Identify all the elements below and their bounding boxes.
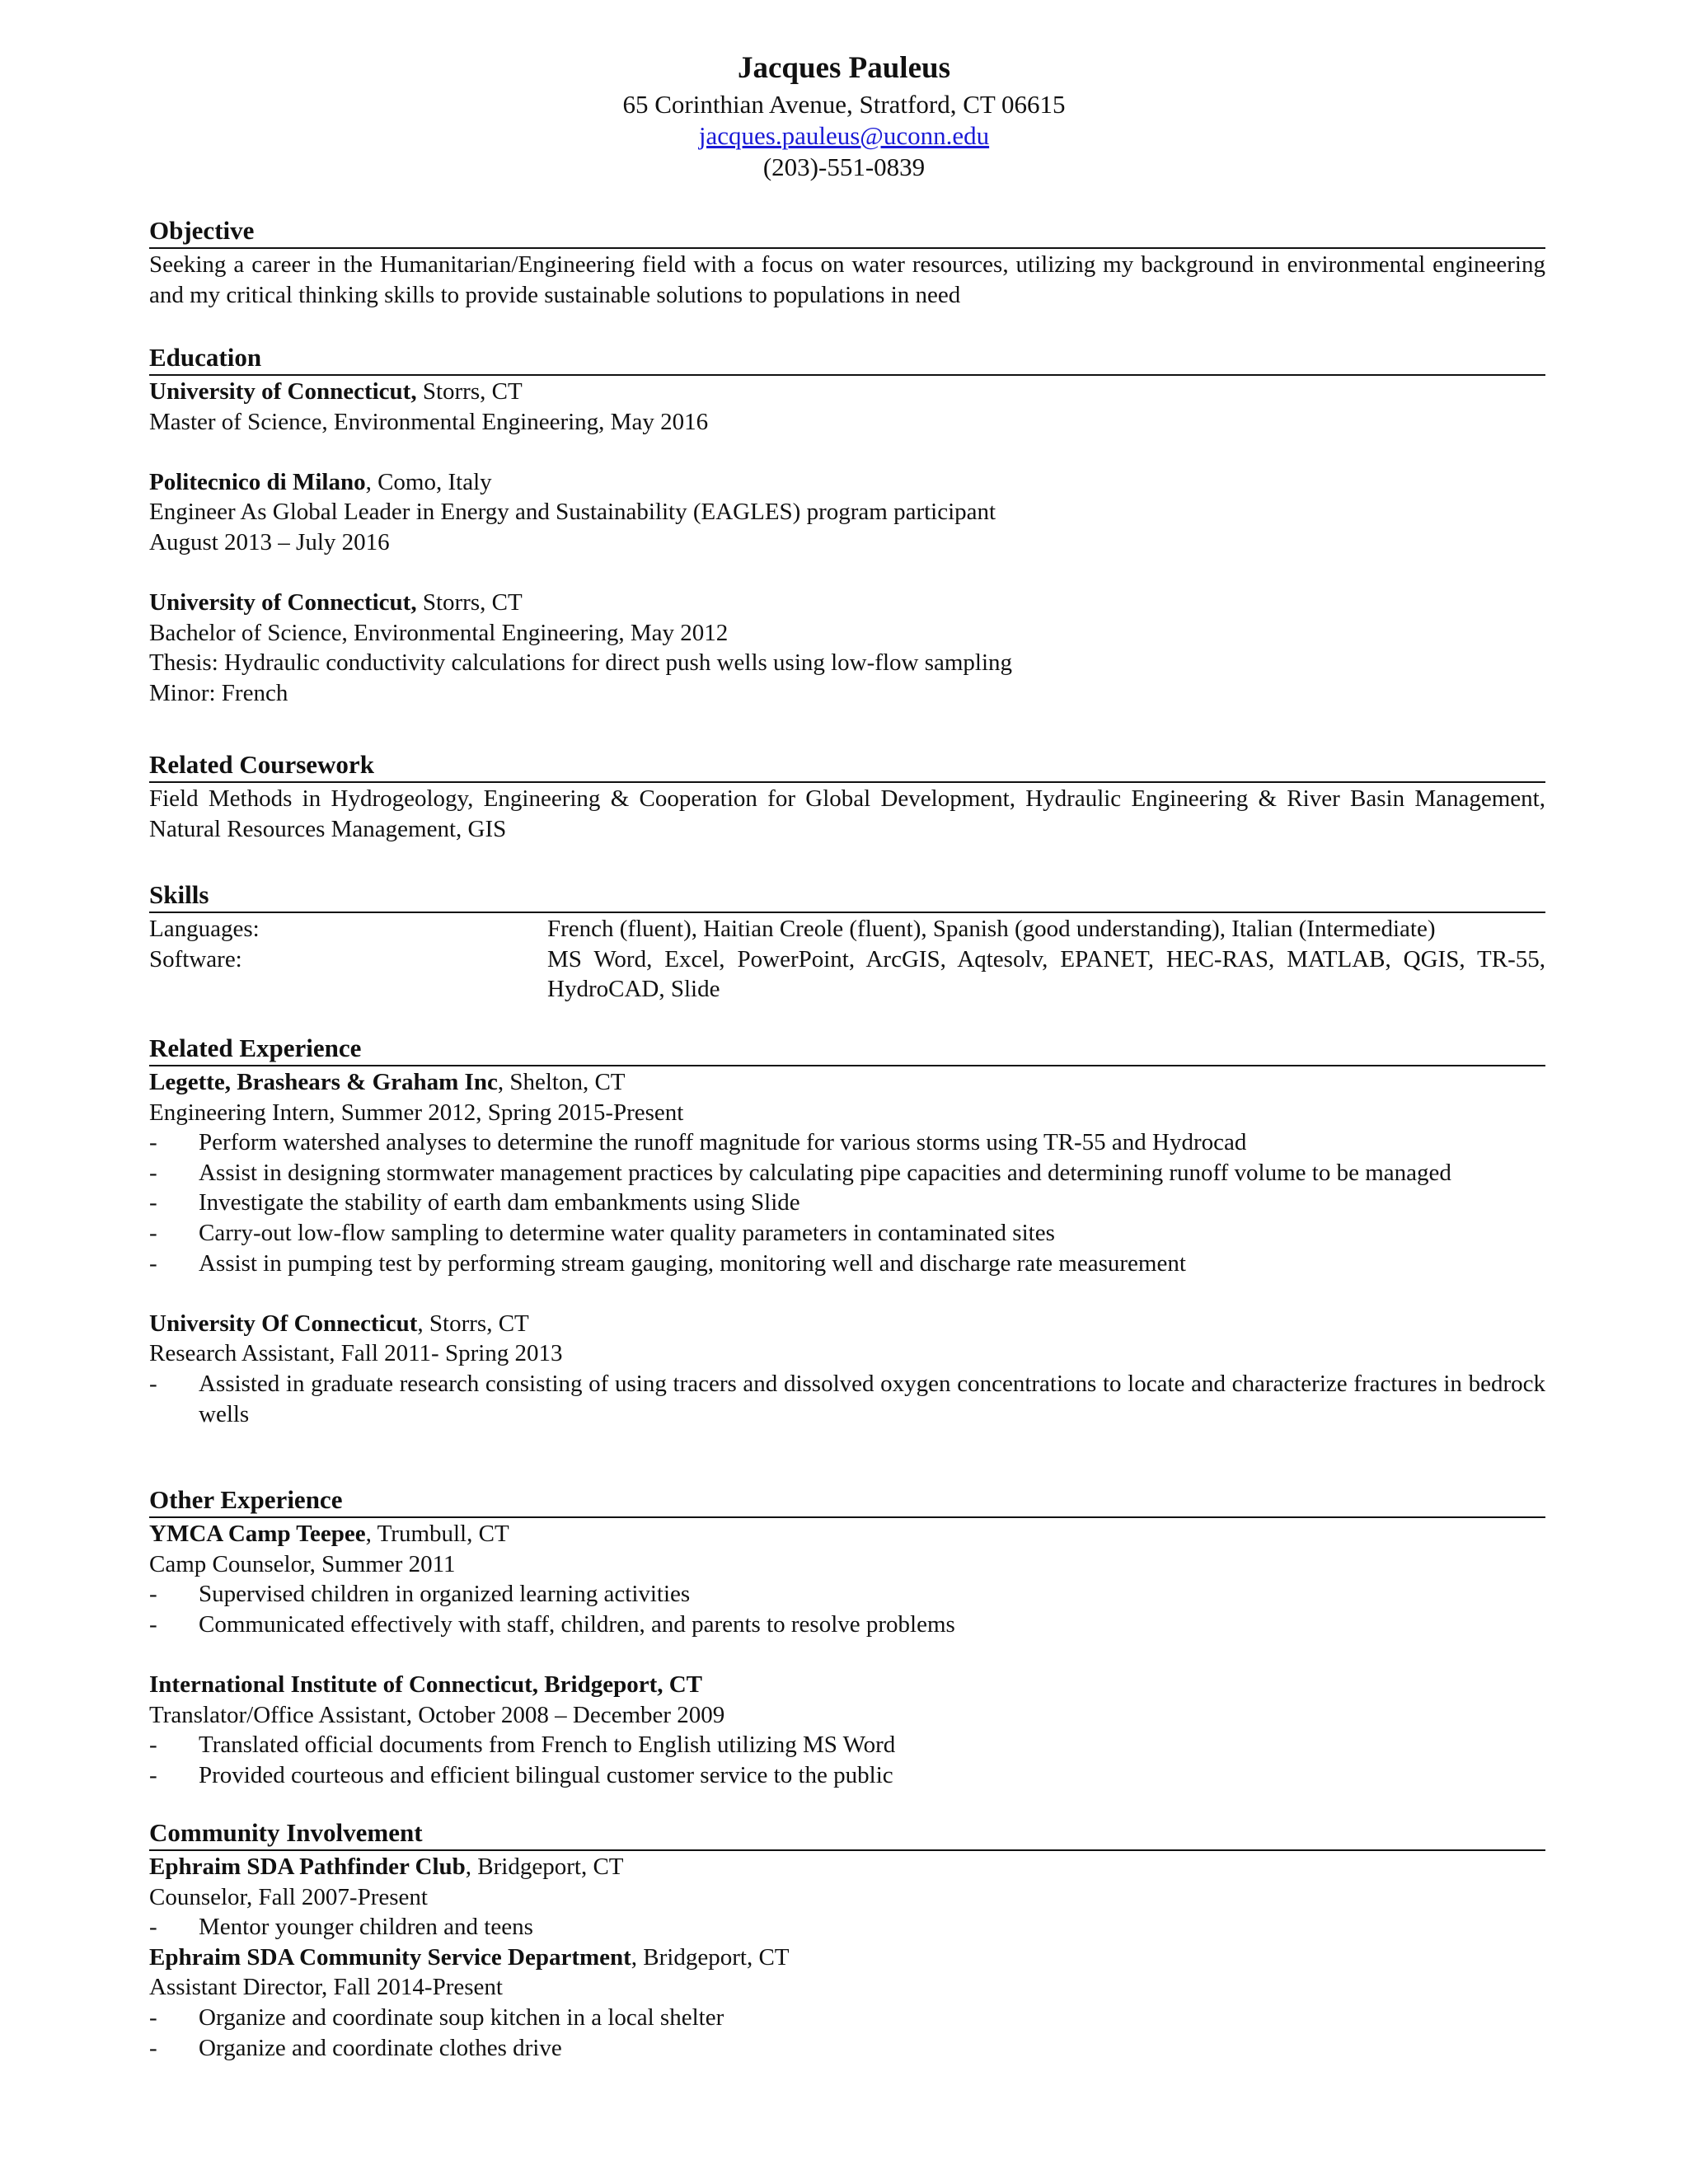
email-link[interactable]: jacques.pauleus@uconn.edu	[698, 121, 990, 150]
address: 65 Corinthian Avenue, Stratford, CT 06615	[622, 90, 1066, 119]
school-location: Storrs, CT	[416, 378, 523, 405]
bullet-dash: -	[149, 2004, 157, 2031]
school-name: Politecnico di Milano	[149, 468, 366, 495]
experience-entry	[149, 1309, 1545, 1429]
objective-section	[149, 215, 1545, 310]
community-section	[149, 1817, 1545, 2063]
role-line: Engineering Intern, Summer 2012, Spring 2015-Present	[149, 1099, 684, 1126]
bullet-item: - Perform watershed analyses to determine the runoff magnitude for various storms using TR-55 and Hydrocad	[149, 1127, 1545, 1158]
bullet-item: - Investigate the stability of earth dam embankments using Slide	[149, 1188, 1545, 1218]
section-title-other-experience: Other Experience	[149, 1484, 1545, 1518]
resume-header	[0, 48, 1688, 183]
role-line: Counselor, Fall 2007-Present	[149, 1883, 428, 1910]
community-entry	[149, 1943, 1545, 2063]
bullet-item: - Provided courteous and efficient bilingual customer service to the public	[149, 1760, 1545, 1791]
bullet-item: - Assist in designing stormwater management practices by calculating pipe capacities and determining runoff volume to be managed	[149, 1158, 1545, 1188]
school-name: University of Connecticut,	[149, 378, 417, 405]
bullet-dash: -	[149, 1219, 157, 1246]
school-location: , Como, Italy	[365, 468, 492, 495]
bullet-dash: -	[149, 1610, 157, 1638]
education-entry	[149, 377, 1545, 437]
skills-section	[149, 879, 1545, 1005]
skills-label: Languages:	[149, 916, 260, 942]
bullet-dash: -	[149, 1129, 157, 1156]
education-entry	[149, 467, 1545, 558]
org-name: University Of Connecticut	[149, 1310, 418, 1337]
phone: (203)-551-0839	[762, 152, 926, 181]
bullet-item: - Assisted in graduate research consisting of using tracers and dissolved oxygen concentrations to locate and characterize fractures in bedrock wells	[149, 1369, 1545, 1429]
org-location: , Bridgeport, CT	[631, 1943, 790, 1971]
bullet-dash: -	[149, 1732, 157, 1759]
bullet-dash: -	[149, 1159, 157, 1186]
skills-label: Software:	[149, 945, 242, 972]
experience-entry	[149, 1670, 1545, 1790]
degree-line: Master of Science, Environmental Engineering, May 2016	[149, 408, 709, 435]
org-location: , Trumbull, CT	[365, 1521, 509, 1547]
education-section	[149, 342, 1545, 709]
minor-line: Minor: French	[149, 679, 288, 706]
candidate-name: Jacques Pauleus	[737, 51, 950, 85]
related-experience-section	[149, 1033, 1545, 1429]
experience-entry	[149, 1067, 1545, 1278]
bullet-item: - Communicated effectively with staff, children, and parents to resolve problems	[149, 1610, 1545, 1640]
role-line: Assistant Director, Fall 2014-Present	[149, 1974, 503, 2001]
section-title-education: Education	[149, 342, 1545, 376]
coursework-section	[149, 749, 1545, 844]
other-experience-section	[149, 1484, 1545, 1790]
section-title-skills: Skills	[149, 879, 1545, 913]
thesis-line: Thesis: Hydraulic conductivity calculations for direct push wells using low-flow sampling	[149, 649, 1013, 677]
bullet-item: - Organize and coordinate soup kitchen in a local shelter	[149, 2003, 1545, 2033]
bullet-item: - Carry-out low-flow sampling to determine water quality parameters in contaminated sites	[149, 1218, 1545, 1249]
skills-row	[149, 914, 1545, 944]
section-title-community: Community Involvement	[149, 1817, 1545, 1851]
bullet-dash: -	[149, 1581, 157, 1608]
bullet-dash: -	[149, 1249, 157, 1277]
skills-value: MS Word, Excel, PowerPoint, ArcGIS, Aqtesolv, EPANET, HEC-RAS, MATLAB, QGIS, TR-55, HydroCAD, Slide	[547, 945, 1545, 1003]
objective-text: Seeking a career in the Humanitarian/Engineering field with a focus on water resources, utilizing my background in environmental engineering and my critical thinking skills to provide sustainable solutions to populations in need	[149, 251, 1545, 308]
org-name: Legette, Brashears & Graham Inc	[149, 1069, 498, 1095]
org-location: , Shelton, CT	[497, 1069, 626, 1095]
date-line: August 2013 – July 2016	[149, 528, 390, 555]
bullet-dash: -	[149, 1189, 157, 1216]
bullet-dash: -	[149, 1914, 157, 1941]
bullet-item: - Mentor younger children and teens	[149, 1912, 1545, 1943]
role-line: Research Assistant, Fall 2011- Spring 2013	[149, 1340, 563, 1367]
degree-line: Bachelor of Science, Environmental Engineering, May 2012	[149, 619, 729, 646]
experience-entry	[149, 1519, 1545, 1639]
education-entry	[149, 588, 1545, 708]
school-location: Storrs, CT	[416, 589, 523, 616]
org-name: YMCA Camp Teepee	[149, 1521, 366, 1547]
org-location: , Storrs, CT	[417, 1310, 529, 1337]
section-title-related-experience: Related Experience	[149, 1033, 1545, 1066]
bullet-dash: -	[149, 2034, 157, 2061]
bullet-item: - Organize and coordinate clothes drive	[149, 2033, 1545, 2064]
bullet-item: - Assist in pumping test by performing stream gauging, monitoring well and discharge rate measurement	[149, 1249, 1545, 1279]
section-title-coursework: Related Coursework	[149, 749, 1545, 783]
bullet-item: - Translated official documents from French to English utilizing MS Word	[149, 1730, 1545, 1760]
community-entry	[149, 1852, 1545, 1943]
bullet-dash: -	[149, 1370, 157, 1397]
role-line: Translator/Office Assistant, October 2008 – December 2009	[149, 1701, 725, 1728]
org-name: Ephraim SDA Pathfinder Club	[149, 1854, 466, 1880]
bullet-item: - Supervised children in organized learning activities	[149, 1579, 1545, 1610]
org-location: , Bridgeport, CT	[465, 1854, 624, 1880]
skills-value: French (fluent), Haitian Creole (fluent), Spanish (good understanding), Italian (Intermediate)	[547, 916, 1436, 942]
org-name: Ephraim SDA Community Service Department	[149, 1943, 631, 1971]
bullet-dash: -	[149, 1761, 157, 1788]
school-name: University of Connecticut,	[149, 589, 417, 616]
coursework-text: Field Methods in Hydrogeology, Engineering & Cooperation for Global Development, Hydraulic Engineering & River Basin Management, Natural Resources Management, GIS	[149, 785, 1545, 842]
role-line: Camp Counselor, Summer 2011	[149, 1550, 456, 1577]
org-name: International Institute of Connecticut, Bridgeport, CT	[149, 1671, 703, 1698]
program-line: Engineer As Global Leader in Energy and Sustainability (EAGLES) program participant	[149, 499, 996, 526]
skills-row	[149, 944, 1545, 1005]
section-title-objective: Objective	[149, 215, 1545, 249]
